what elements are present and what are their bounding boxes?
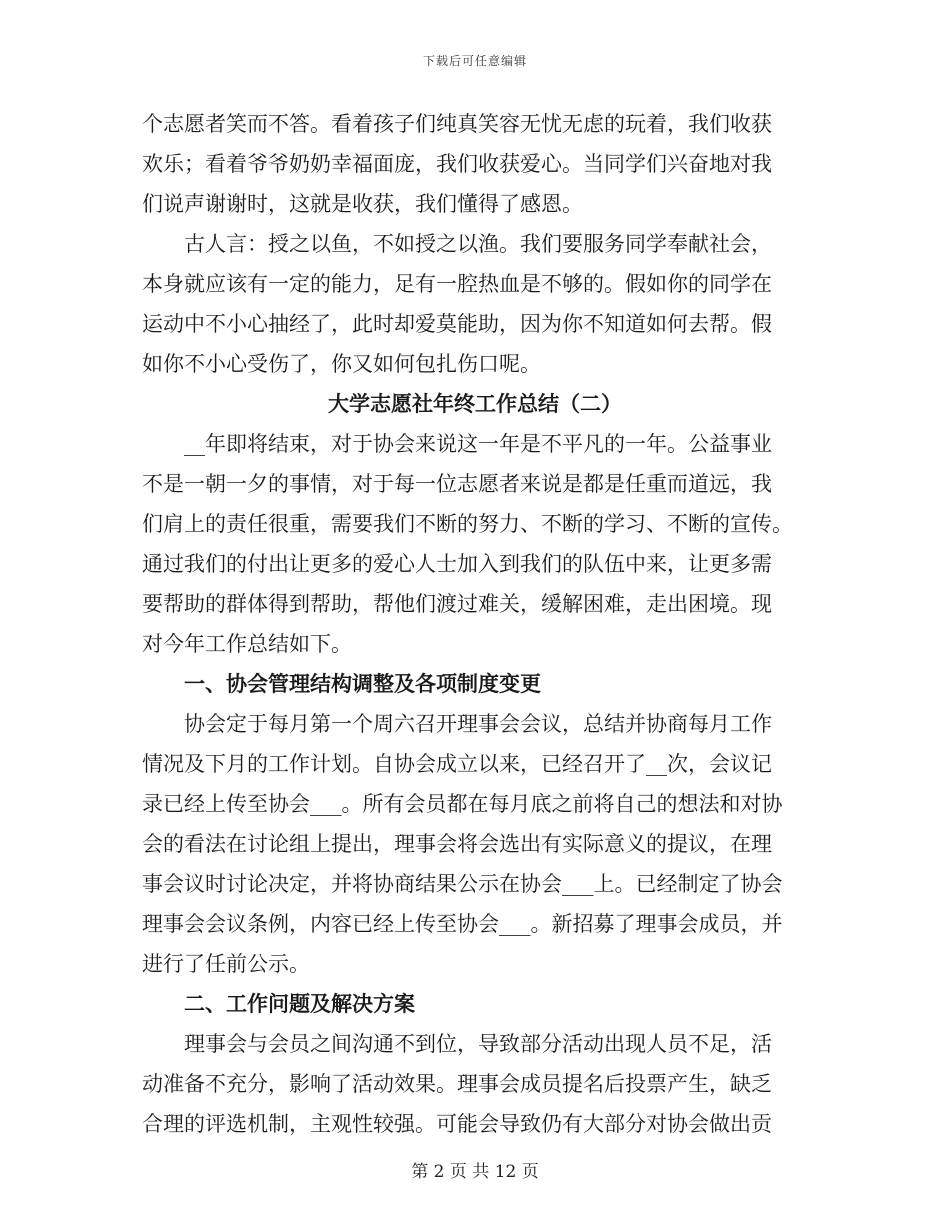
text-line: 对今年工作总结如下。 [142, 632, 352, 656]
section-title: 大学志愿社年终工作总结（二） [328, 391, 622, 416]
text-line: 录已经上传至协会___。所有会员都在每月底之前将自己的想法和对协 [142, 792, 783, 816]
text-line: 动准备不充分，影响了活动效果。理事会成员提名后投票产生，缺乏 [142, 1072, 772, 1096]
text-line: 情况及下月的工作计划。自协会成立以来，已经召开了__次，会议记 [142, 752, 772, 776]
subheading-2: 二、工作问题及解决方案 [184, 991, 415, 1016]
text-line: 理事会会议条例，内容已经上传至协会___。新招募了理事会成员，并 [142, 912, 783, 936]
text-line: 协会定于每月第一个周六召开理事会会议，总结并协商每月工作 [184, 712, 772, 736]
subheading-1: 一、协会管理结构调整及各项制度变更 [184, 671, 541, 696]
text-line: 个志愿者笑而不答。看着孩子们纯真笑容无忧无虑的玩着，我们收获 [142, 112, 772, 136]
text-line: 理事会与会员之间沟通不到位，导致部分活动出现人员不足，活 [184, 1032, 772, 1056]
text-line: 事会议时讨论决定，并将协商结果公示在协会___上。已经制定了协会 [142, 872, 783, 896]
text-line: 本身就应该有一定的能力，足有一腔热血是不够的。假如你的同学在 [142, 272, 772, 296]
paragraph-5 [142, 1024, 808, 1144]
text-line: 们说声谢谢时，这就是收获，我们懂得了感恩。 [142, 192, 583, 216]
document-body [142, 104, 808, 1144]
text-line: 运动中不小心抽经了，此时却爱莫能助，因为你不知道如何去帮。假 [142, 312, 772, 336]
page-header: 下载后可任意编辑 [422, 54, 527, 68]
text-line: 欢乐；看着爷爷奶奶幸福面庞，我们收获爱心。当同学们兴奋地对我 [142, 152, 772, 176]
text-line: 进行了任前公示。 [142, 952, 310, 976]
text-line: __年即将结束，对于协会来说这一年是不平凡的一年。公益事业 [184, 432, 772, 456]
paragraph-1 [142, 104, 808, 224]
text-line: 不是一朝一夕的事情，对于每一位志愿者来说是都是任重而道远，我 [142, 472, 772, 496]
paragraph-4 [142, 704, 808, 984]
paragraph-2 [142, 224, 808, 384]
page-footer: 第 2 页 共 12 页 [411, 1162, 539, 1182]
text-line: 会的看法在讨论组上提出，理事会将会选出有实际意义的提议，在理 [142, 832, 772, 856]
text-line: 合理的评选机制，主观性较强。可能会导致仍有大部分对协会做出贡 [142, 1112, 772, 1136]
text-line: 如你不小心受伤了，你又如何包扎伤口呢。 [142, 352, 541, 376]
paragraph-3 [142, 424, 808, 664]
text-line: 们肩上的责任很重，需要我们不断的努力、不断的学习、不断的宣传。 [142, 512, 793, 536]
text-line: 通过我们的付出让更多的爱心人士加入到我们的队伍中来，让更多需 [142, 552, 772, 576]
text-line: 古人言：授之以鱼，不如授之以渔。我们要服务同学奉献社会， [184, 232, 772, 256]
text-line: 要帮助的群体得到帮助，帮他们渡过难关，缓解困难，走出困境。现 [142, 592, 772, 616]
